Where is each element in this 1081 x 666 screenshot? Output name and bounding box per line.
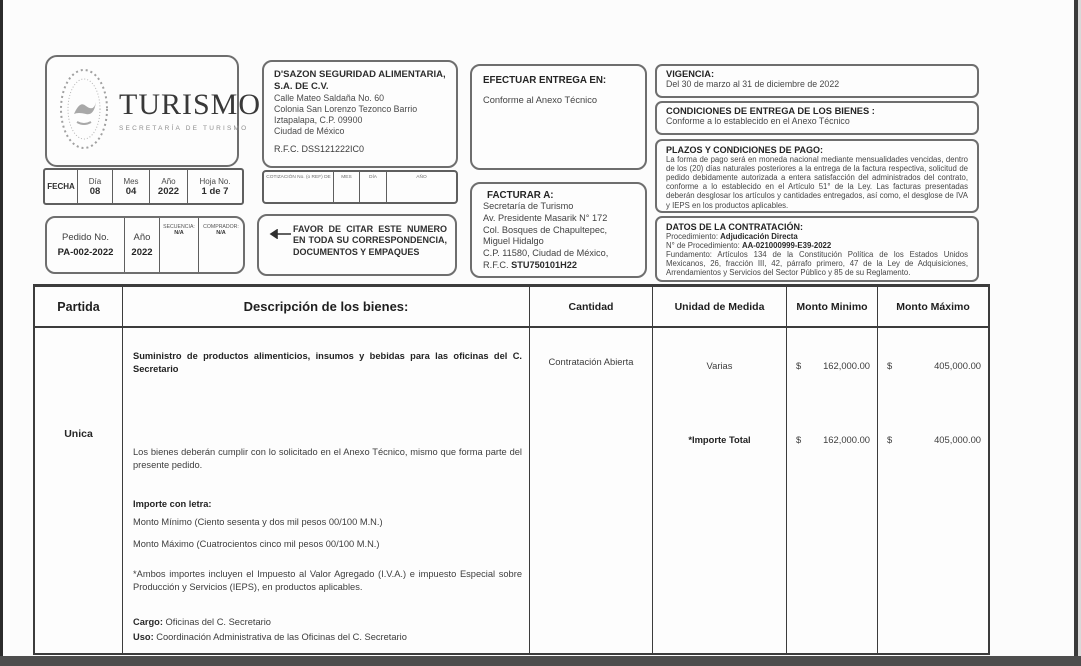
supplier-address-1: Calle Mateo Saldaña No. 60 [274, 92, 385, 103]
cotizacion-dia-label: DÍA [369, 175, 377, 180]
plazos-box [655, 139, 979, 213]
header-monto-maximo: Monto Máximo [896, 300, 970, 313]
uso-line: Uso: Coordinación Administrativa de las Oficinas del C. Secretario [133, 632, 407, 642]
cell-monto-maximo [878, 328, 988, 653]
table-header-row [35, 287, 988, 328]
supplier-box [262, 60, 458, 168]
table-body-row [35, 328, 988, 653]
header-cantidad: Cantidad [530, 287, 653, 326]
datos-procedimiento: Procedimiento: Adjudicación Directa [666, 232, 798, 241]
monto-minimo-row2: $ 162,000.00 [796, 434, 870, 445]
facturar-line-5: C.P. 11580, Ciudad de México, [483, 248, 609, 259]
favor-citar-text: FAVOR DE CITAR ESTE NUMERO EN TODA SU CORRESPONDENCIA, DOCUMENTOS Y EMPAQUES [293, 224, 447, 257]
datos-fundamento: Fundamento: Artículos 134 de la Constitución Política de los Estados Unidos Mexicanos, 26, fracción III, 42, párrafo primero, 47 de la Ley de Adquisiciones, Arrendamientos y Servicios del Sector Público y 85 de su Reglamento. [666, 250, 968, 278]
monto-minimo-row1: $ 162,000.00 [796, 360, 870, 371]
datos-contratacion-box [655, 216, 979, 282]
cotizacion-ref-label: COTIZACIÓN No. (o REF) DE [266, 175, 331, 180]
condiciones-box [655, 101, 979, 135]
facturar-line-4: Miguel Hidalgo [483, 236, 544, 247]
header-descripcion: Descripción de los bienes: [123, 287, 530, 326]
facturar-line-3: Col. Bosques de Chapultepec, [483, 224, 608, 235]
header-unidad-medida: Unidad de Medida [653, 287, 787, 326]
items-table [33, 284, 990, 655]
left-arrow-icon [269, 226, 293, 244]
facturar-rfc: R.F.C. STU750101H22 [483, 259, 577, 270]
cell-descripcion [123, 328, 530, 653]
unidad-row1: Varias [706, 360, 733, 371]
fecha-label: FECHA [47, 182, 75, 191]
pedido-anio-label: Año [133, 232, 151, 243]
anio-label: Año [161, 176, 176, 186]
datos-title: DATOS DE LA CONTRATACIÓN: [666, 222, 803, 232]
plazos-body: La forma de pago será en moneda nacional mediante mensualidades vencidas, dentro de los (20) días naturales posteriores a la entrega de la factura respectiva, solicitud de pedido debidamente autorizada a entera satisfacción del administrados del contrato, conforme a lo establecido en el Artículo 51° de la Ley. Las facturas presentadas deberán desglosar los artículos y cantidades entregados, así como, el desglose de IVA y IEPS en los productos aplicables. [666, 155, 968, 210]
dia-label: Día [88, 176, 102, 186]
cell-unidad-medida [653, 328, 787, 653]
pedido-box [45, 216, 245, 274]
condiciones-body: Conforme a lo establecido en el Anexo Técnico [666, 116, 850, 126]
entrega-title: EFECTUAR ENTREGA EN: [483, 75, 607, 86]
monto-maximo-letra: Monto Máximo (Cuatrocientos cinco mil pesos 00/100 M.N.) [133, 539, 380, 549]
monto-maximo-row2: $ 405,000.00 [887, 434, 981, 445]
cotizacion-anio-label: AÑO [416, 175, 427, 180]
vigencia-box [655, 64, 979, 98]
logo-subtitle: SECRETARÍA DE TURISMO [119, 125, 249, 132]
vigencia-title: VIGENCIA: [666, 69, 715, 79]
desc-anexo-tecnico: Los bienes deberán cumplir con lo solicitado en el Anexo Técnico, mismo que forma parte del presente pedido. [133, 447, 522, 471]
vigencia-body: Del 30 de marzo al 31 de diciembre de 2022 [666, 79, 840, 89]
supplier-address-4: Ciudad de México [274, 125, 345, 136]
monto-minimo-letra: Monto Mínimo (Ciento sesenta y dos mil pesos 00/100 M.N.) [133, 517, 383, 527]
turismo-logo-box [45, 55, 262, 167]
facturar-line-1: Secretaría de Turismo [483, 201, 574, 211]
facturar-title: FACTURAR A: [487, 190, 554, 201]
header-monto-minimo: Monto Minimo [787, 287, 878, 326]
monto-maximo-row1: $ 405,000.00 [887, 360, 981, 371]
cell-cantidad [530, 328, 653, 653]
scan-edge-bottom [0, 656, 1081, 666]
cargo-line: Cargo: Oficinas del C. Secretario [133, 617, 271, 627]
facturar-rfc-value: STU750101H22 [511, 259, 577, 270]
header-partida: Partida [35, 287, 123, 326]
secuencia-value: N/A [174, 230, 184, 236]
facturar-box [470, 182, 647, 278]
supplier-address-3: Iztapalapa, C.P. 09900 [274, 114, 363, 125]
hoja-value: 1 de 7 [201, 185, 229, 197]
supplier-rfc: R.F.C. DSS121222IC0 [274, 143, 365, 154]
desc-titulo: Suministro de productos alimenticios, insumos y bebidas para las oficinas del C. Secretario [133, 351, 522, 375]
cotizacion-mes-label: MES [341, 175, 352, 180]
logo-title: TURISMO [119, 88, 262, 121]
cotizacion-table [262, 170, 458, 204]
mes-label: Mes [123, 176, 139, 186]
nota-impuestos: *Ambos importes incluyen el Impuesto al Valor Agregado (I.V.A.) e impuesto Especial sobre Producción y Servicios (IEPS), en productos aplicables. [133, 569, 522, 593]
anio-value: 2022 [157, 185, 180, 197]
favor-citar-box [257, 214, 457, 276]
plazos-title: PLAZOS Y CONDICIONES DE PAGO: [666, 145, 824, 155]
supplier-address-2: Colonia San Lorenzo Tezonco Barrio [274, 103, 418, 114]
pedido-no-value: PA-002-2022 [57, 247, 114, 258]
unidad-row2-importe-total: *Importe Total [688, 434, 751, 445]
cantidad-value: Contratación Abierta [548, 356, 634, 367]
entrega-box [470, 64, 647, 170]
secuencia-label: SECUENCIA: [163, 224, 195, 230]
hoja-label: Hoja No. [199, 176, 231, 186]
mes-value: 04 [125, 185, 137, 197]
partida-value: Unica [64, 428, 93, 440]
pedido-anio-value: 2022 [131, 247, 153, 258]
facturar-line-2: Av. Presidente Masarik N° 172 [483, 212, 608, 223]
fecha-table [43, 168, 244, 205]
comprador-label: COMPRADOR: [203, 224, 239, 230]
dia-value: 08 [89, 185, 101, 197]
importe-con-letra-label: Importe con letra: [133, 499, 212, 509]
scan-edge-left [0, 0, 3, 666]
datos-num-procedimiento: N° de Procedimiento: AA-021000999-E39-2022 [666, 241, 832, 251]
pedido-no-label: Pedido No. [61, 232, 109, 243]
condiciones-title: CONDICIONES DE ENTREGA DE LOS BIENES : [666, 106, 875, 116]
supplier-name-line2: S.A. DE C.V. [274, 80, 329, 92]
cell-partida [35, 328, 123, 653]
supplier-name-line1: D'SAZON SEGURIDAD ALIMENTARIA, [274, 69, 446, 80]
cell-monto-minimo [787, 328, 878, 653]
entrega-body: Conforme al Anexo Técnico [483, 95, 598, 105]
comprador-value: N/A [216, 230, 226, 236]
turismo-seal-icon [57, 66, 111, 157]
